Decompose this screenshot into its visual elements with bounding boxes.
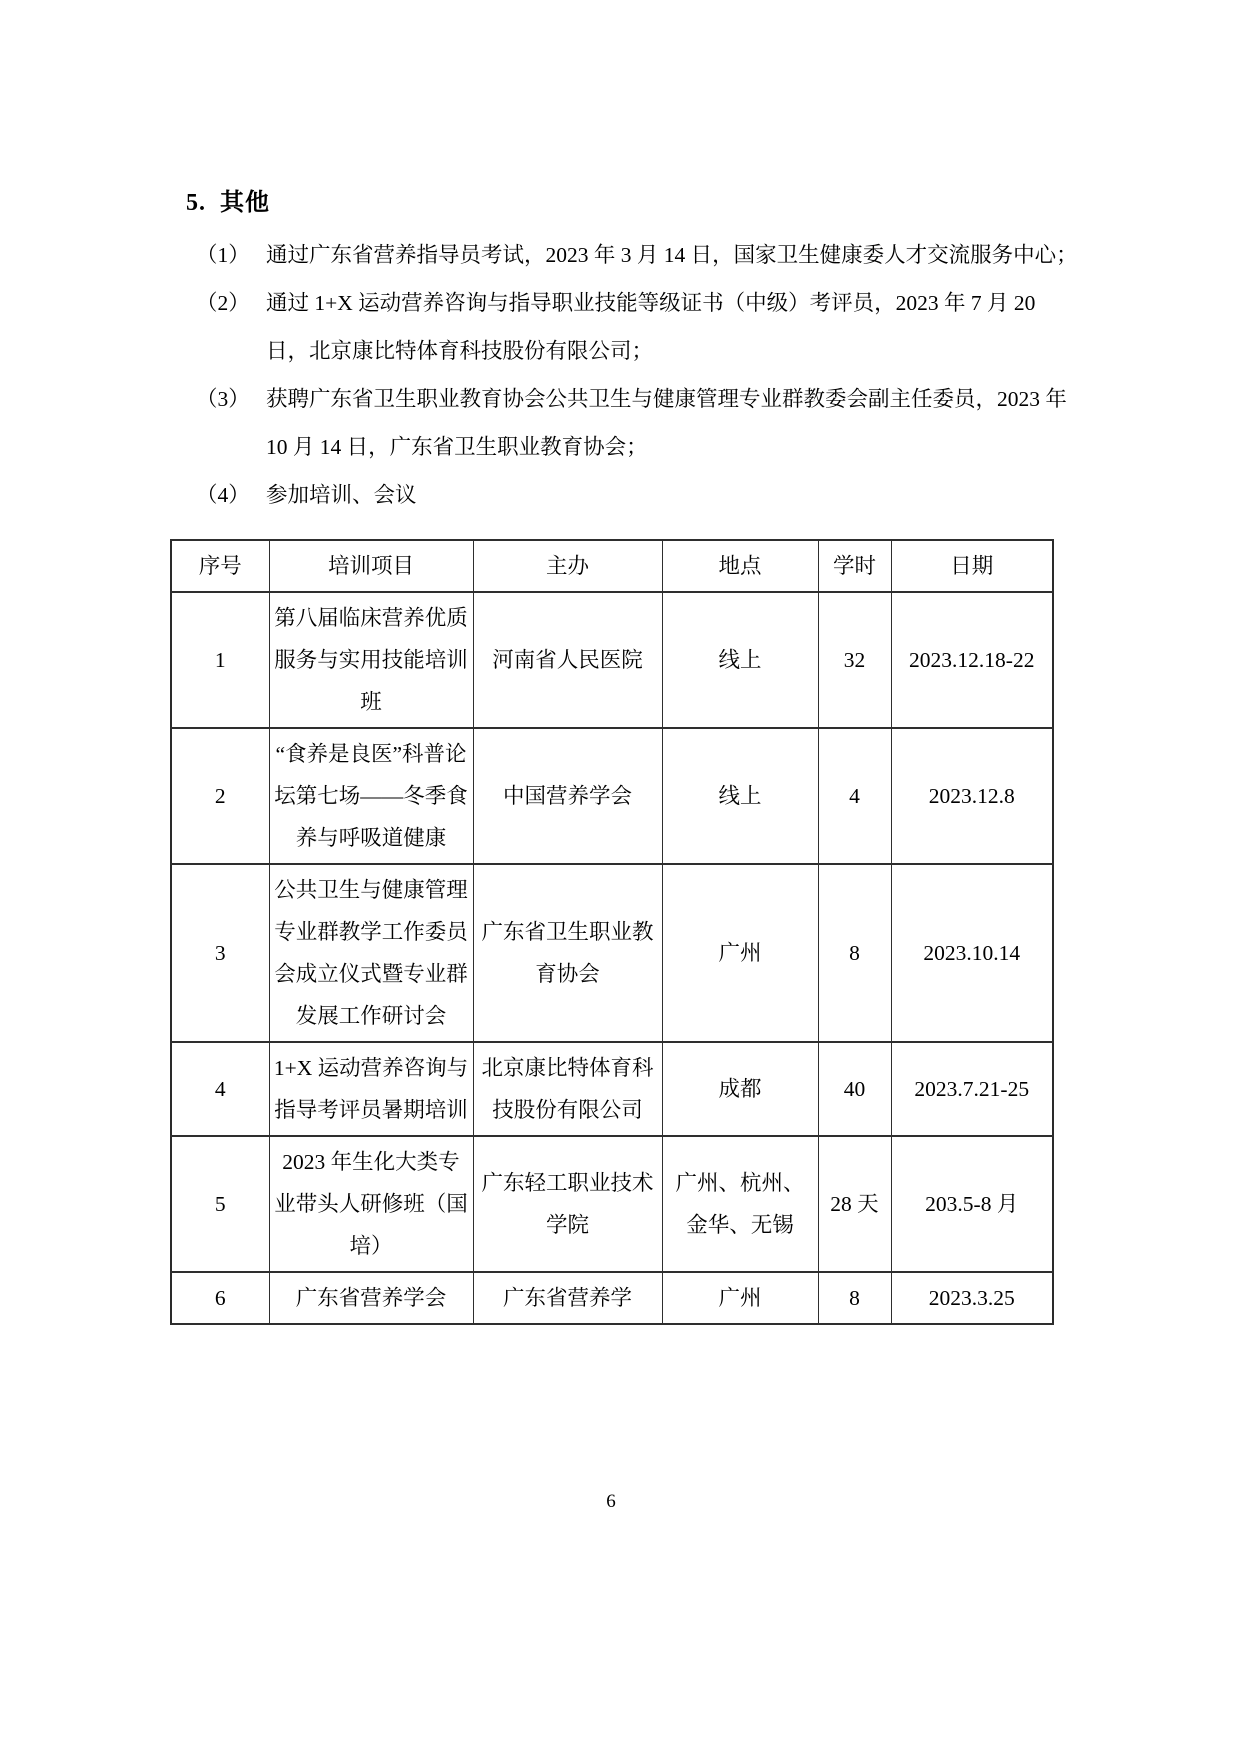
section-title: 其他 xyxy=(220,190,270,216)
table-cell: 公共卫生与健康管理专业群教学工作委员会成立仪式暨专业群发展工作研讨会 xyxy=(269,864,473,1042)
table-cell: 28 天 xyxy=(818,1136,891,1272)
table-cell: 第八届临床营养优质服务与实用技能培训班 xyxy=(269,592,473,728)
table-cell: 2023 年生化大类专业带头人研修班（国培） xyxy=(269,1136,473,1272)
numbered-list xyxy=(196,231,1080,519)
list-item xyxy=(196,471,1080,519)
table-cell: 5 xyxy=(171,1136,269,1272)
header-cell: 主办 xyxy=(473,540,662,592)
list-item-marker: （1） xyxy=(196,243,250,267)
table-cell: 线上 xyxy=(662,728,818,864)
table-cell: 广东省卫生职业教育协会 xyxy=(473,864,662,1042)
page-number: 6 xyxy=(606,1491,616,1512)
table-cell: 2 xyxy=(171,728,269,864)
list-item xyxy=(196,375,1080,471)
table-cell: 2023.12.8 xyxy=(891,728,1053,864)
table-body xyxy=(171,592,1053,1324)
list-item xyxy=(196,231,1080,279)
table-row xyxy=(171,728,1053,864)
table-cell: 广东省营养学 xyxy=(473,1272,662,1324)
list-item-marker: （2） xyxy=(196,291,250,315)
table-cell: 北京康比特体育科技股份有限公司 xyxy=(473,1042,662,1136)
table-row xyxy=(171,1042,1053,1136)
table-cell: 线上 xyxy=(662,592,818,728)
table-cell: 40 xyxy=(818,1042,891,1136)
header-cell: 地点 xyxy=(662,540,818,592)
list-item xyxy=(196,279,1080,375)
table-cell: 广州 xyxy=(662,864,818,1042)
section-number: 5. xyxy=(186,190,206,216)
table-cell: 203.5-8 月 xyxy=(891,1136,1053,1272)
table-row xyxy=(171,1136,1053,1272)
training-table xyxy=(170,539,1054,1325)
list-item-text: 通过广东省营养指导员考试，2023 年 3 月 14 日，国家卫生健康委人才交流服务中心； xyxy=(266,243,1078,267)
table-row xyxy=(171,1272,1053,1324)
table-cell: 6 xyxy=(171,1272,269,1324)
header-cell: 序号 xyxy=(171,540,269,592)
header-cell: 培训项目 xyxy=(269,540,473,592)
table-cell: 1 xyxy=(171,592,269,728)
list-item-marker: （3） xyxy=(196,387,250,411)
table-cell: 广州、杭州、金华、无锡 xyxy=(662,1136,818,1272)
table-cell: 广东省营养学会 xyxy=(269,1272,473,1324)
table-cell: 广州 xyxy=(662,1272,818,1324)
table-row xyxy=(171,864,1053,1042)
header-cell: 日期 xyxy=(891,540,1053,592)
table-cell: 广东轻工职业技术学院 xyxy=(473,1136,662,1272)
table-cell: 2023.3.25 xyxy=(891,1272,1053,1324)
table-cell: 3 xyxy=(171,864,269,1042)
table-cell: 成都 xyxy=(662,1042,818,1136)
list-item-marker: （4） xyxy=(196,483,250,507)
list-item-text: 获聘广东省卫生职业教育协会公共卫生与健康管理专业群教委会副主任委员，2023 年 10 月 14 日，广东省卫生职业教育协会； xyxy=(266,387,1067,459)
table-header-row xyxy=(171,540,1053,592)
section-heading xyxy=(186,182,1240,217)
table-cell: 2023.7.21-25 xyxy=(891,1042,1053,1136)
list-item-text: 参加培训、会议 xyxy=(266,483,417,507)
table-cell: 32 xyxy=(818,592,891,728)
table-cell: 4 xyxy=(818,728,891,864)
table-cell: 4 xyxy=(171,1042,269,1136)
table-cell: 8 xyxy=(818,864,891,1042)
table-cell: 河南省人民医院 xyxy=(473,592,662,728)
header-cell: 学时 xyxy=(818,540,891,592)
table-cell: 2023.10.14 xyxy=(891,864,1053,1042)
table-cell: 中国营养学会 xyxy=(473,728,662,864)
table-cell: “食养是良医”科普论坛第七场——冬季食养与呼吸道健康 xyxy=(269,728,473,864)
table-cell: 1+X 运动营养咨询与指导考评员暑期培训 xyxy=(269,1042,473,1136)
table-cell: 2023.12.18-22 xyxy=(891,592,1053,728)
table-cell: 8 xyxy=(818,1272,891,1324)
list-item-text: 通过 1+X 运动营养咨询与指导职业技能等级证书（中级）考评员，2023 年 7 月 20 日，北京康比特体育科技股份有限公司； xyxy=(266,291,1036,363)
table-row xyxy=(171,592,1053,728)
